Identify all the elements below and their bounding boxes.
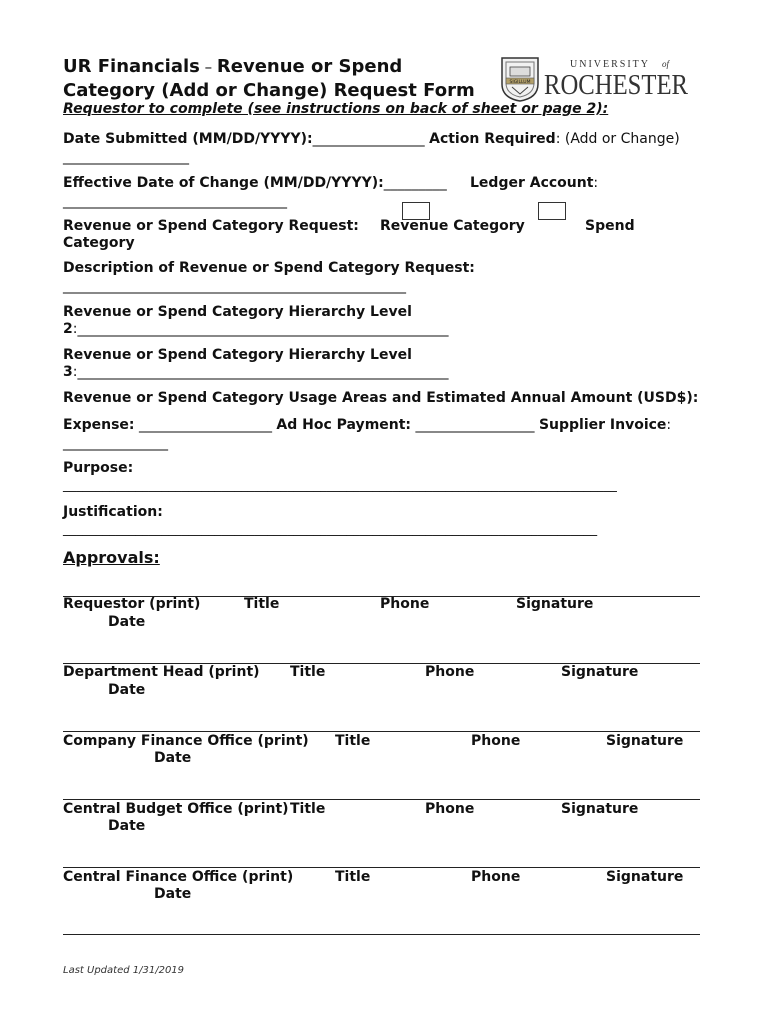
description-field[interactable]: _________________________________________________ [63, 278, 406, 294]
supplier-field[interactable]: _______________ [63, 435, 168, 451]
signature-line[interactable] [63, 867, 700, 868]
approval-date: Date [154, 750, 192, 766]
date-submitted-field[interactable]: ________________ [312, 131, 425, 147]
ledger-account-label: Ledger Account [470, 175, 594, 191]
spend-option-cont: Category [63, 235, 135, 251]
seal-text: SIGILLUM [509, 80, 531, 85]
hierarchy2-num: 2 [63, 321, 73, 337]
approval-signature: Signature [561, 664, 639, 680]
usage-row [63, 417, 671, 433]
approval-role: Central Budget Office (print) [63, 801, 289, 817]
form-title-a: UR Financials [63, 56, 200, 77]
logo-of-text: of [662, 59, 670, 69]
effective-date-label: Effective Date of Change (MM/DD/YYYY): [63, 175, 384, 191]
last-updated-footer: Last Updated 1/31/2019 [63, 965, 185, 976]
action-required-hint: : (Add or Change) [555, 131, 680, 147]
signature-line[interactable] [63, 934, 700, 935]
effective-date-row [63, 175, 447, 191]
approvals-heading: Approvals: [63, 548, 160, 567]
ledger-account-row [470, 175, 598, 191]
hierarchy3-field[interactable]: :_____________________________________________________ [72, 364, 449, 380]
approval-signature: Signature [606, 869, 684, 885]
form-title-line1 [63, 56, 402, 77]
date-submitted-label: Date Submitted (MM/DD/YYYY): [63, 131, 313, 147]
approval-phone: Phone [471, 733, 521, 749]
approval-signature: Signature [561, 801, 639, 817]
justification-field[interactable]: _________________________________________________________________________________ [63, 522, 598, 537]
approval-role: Company Finance Office (print) [63, 733, 309, 749]
form-title-b: Revenue or Spend [216, 56, 403, 77]
supplier-colon: : [666, 417, 672, 433]
justification-label: Justification: [63, 504, 163, 520]
hierarchy3-label: Revenue or Spend Category Hierarchy Level [63, 347, 412, 363]
signature-line[interactable] [63, 799, 700, 800]
form-title-dash: – [199, 58, 217, 76]
approval-signature: Signature [606, 733, 684, 749]
approval-role: Requestor (print) [63, 596, 201, 612]
approval-title: Title [290, 664, 326, 680]
usage-label: Revenue or Spend Category Usage Areas and Estimated Annual Amount (USD$): [63, 390, 699, 406]
hierarchy2-row [63, 321, 448, 337]
approval-phone: Phone [471, 869, 521, 885]
approval-signature: Signature [516, 596, 594, 612]
ledger-colon: : [593, 175, 599, 191]
approval-title: Title [244, 596, 280, 612]
spend-option: Spend [585, 218, 635, 234]
purpose-field[interactable]: ____________________________________________________________________________________ [63, 478, 617, 493]
description-label: Description of Revenue or Spend Category Request: [63, 260, 475, 276]
effective-date-field[interactable]: _________ [383, 175, 447, 191]
approval-date: Date [154, 886, 192, 902]
signature-line[interactable] [63, 731, 700, 732]
date-submitted-row [63, 131, 680, 147]
hierarchy2-field[interactable]: :_____________________________________________________ [72, 321, 449, 337]
approval-phone: Phone [425, 801, 475, 817]
form-subtitle: Requestor to complete (see instructions on back of sheet or page 2): [63, 101, 609, 117]
purpose-label: Purpose: [63, 460, 134, 476]
category-request-label: Revenue or Spend Category Request: [63, 218, 359, 234]
approval-date: Date [108, 682, 146, 698]
expense-field[interactable]: ___________________ [138, 417, 272, 433]
hierarchy3-num: 3 [63, 364, 73, 380]
hierarchy3-row [63, 364, 448, 380]
approval-title: Title [335, 869, 371, 885]
approval-date: Date [108, 614, 146, 630]
university-logo [500, 56, 692, 102]
approval-date: Date [108, 818, 146, 834]
form-title-line2: Category (Add or Change) Request Form [63, 80, 475, 101]
hierarchy2-label: Revenue or Spend Category Hierarchy Level [63, 304, 412, 320]
approval-phone: Phone [425, 664, 475, 680]
logo-university-text: UNIVERSITY [570, 59, 650, 70]
approval-phone: Phone [380, 596, 430, 612]
university-seal-icon [502, 58, 538, 101]
supplier-label: Supplier Invoice [538, 417, 667, 433]
logo-rochester-text: ROCHESTER [544, 70, 689, 101]
expense-label: Expense: [63, 417, 135, 433]
adhoc-label: Ad Hoc Payment: [276, 417, 412, 433]
action-required-label: Action Required [429, 131, 556, 147]
approval-role: Central Finance Office (print) [63, 869, 294, 885]
action-required-field[interactable]: __________________ [63, 149, 189, 165]
spend-category-checkbox[interactable] [538, 202, 566, 220]
revenue-category-option: Revenue Category [380, 218, 525, 234]
approval-title: Title [290, 801, 326, 817]
ledger-account-field[interactable]: ________________________________ [63, 193, 287, 209]
approval-role: Department Head (print) [63, 664, 260, 680]
approval-title: Title [335, 733, 371, 749]
adhoc-field[interactable]: _________________ [415, 417, 535, 433]
